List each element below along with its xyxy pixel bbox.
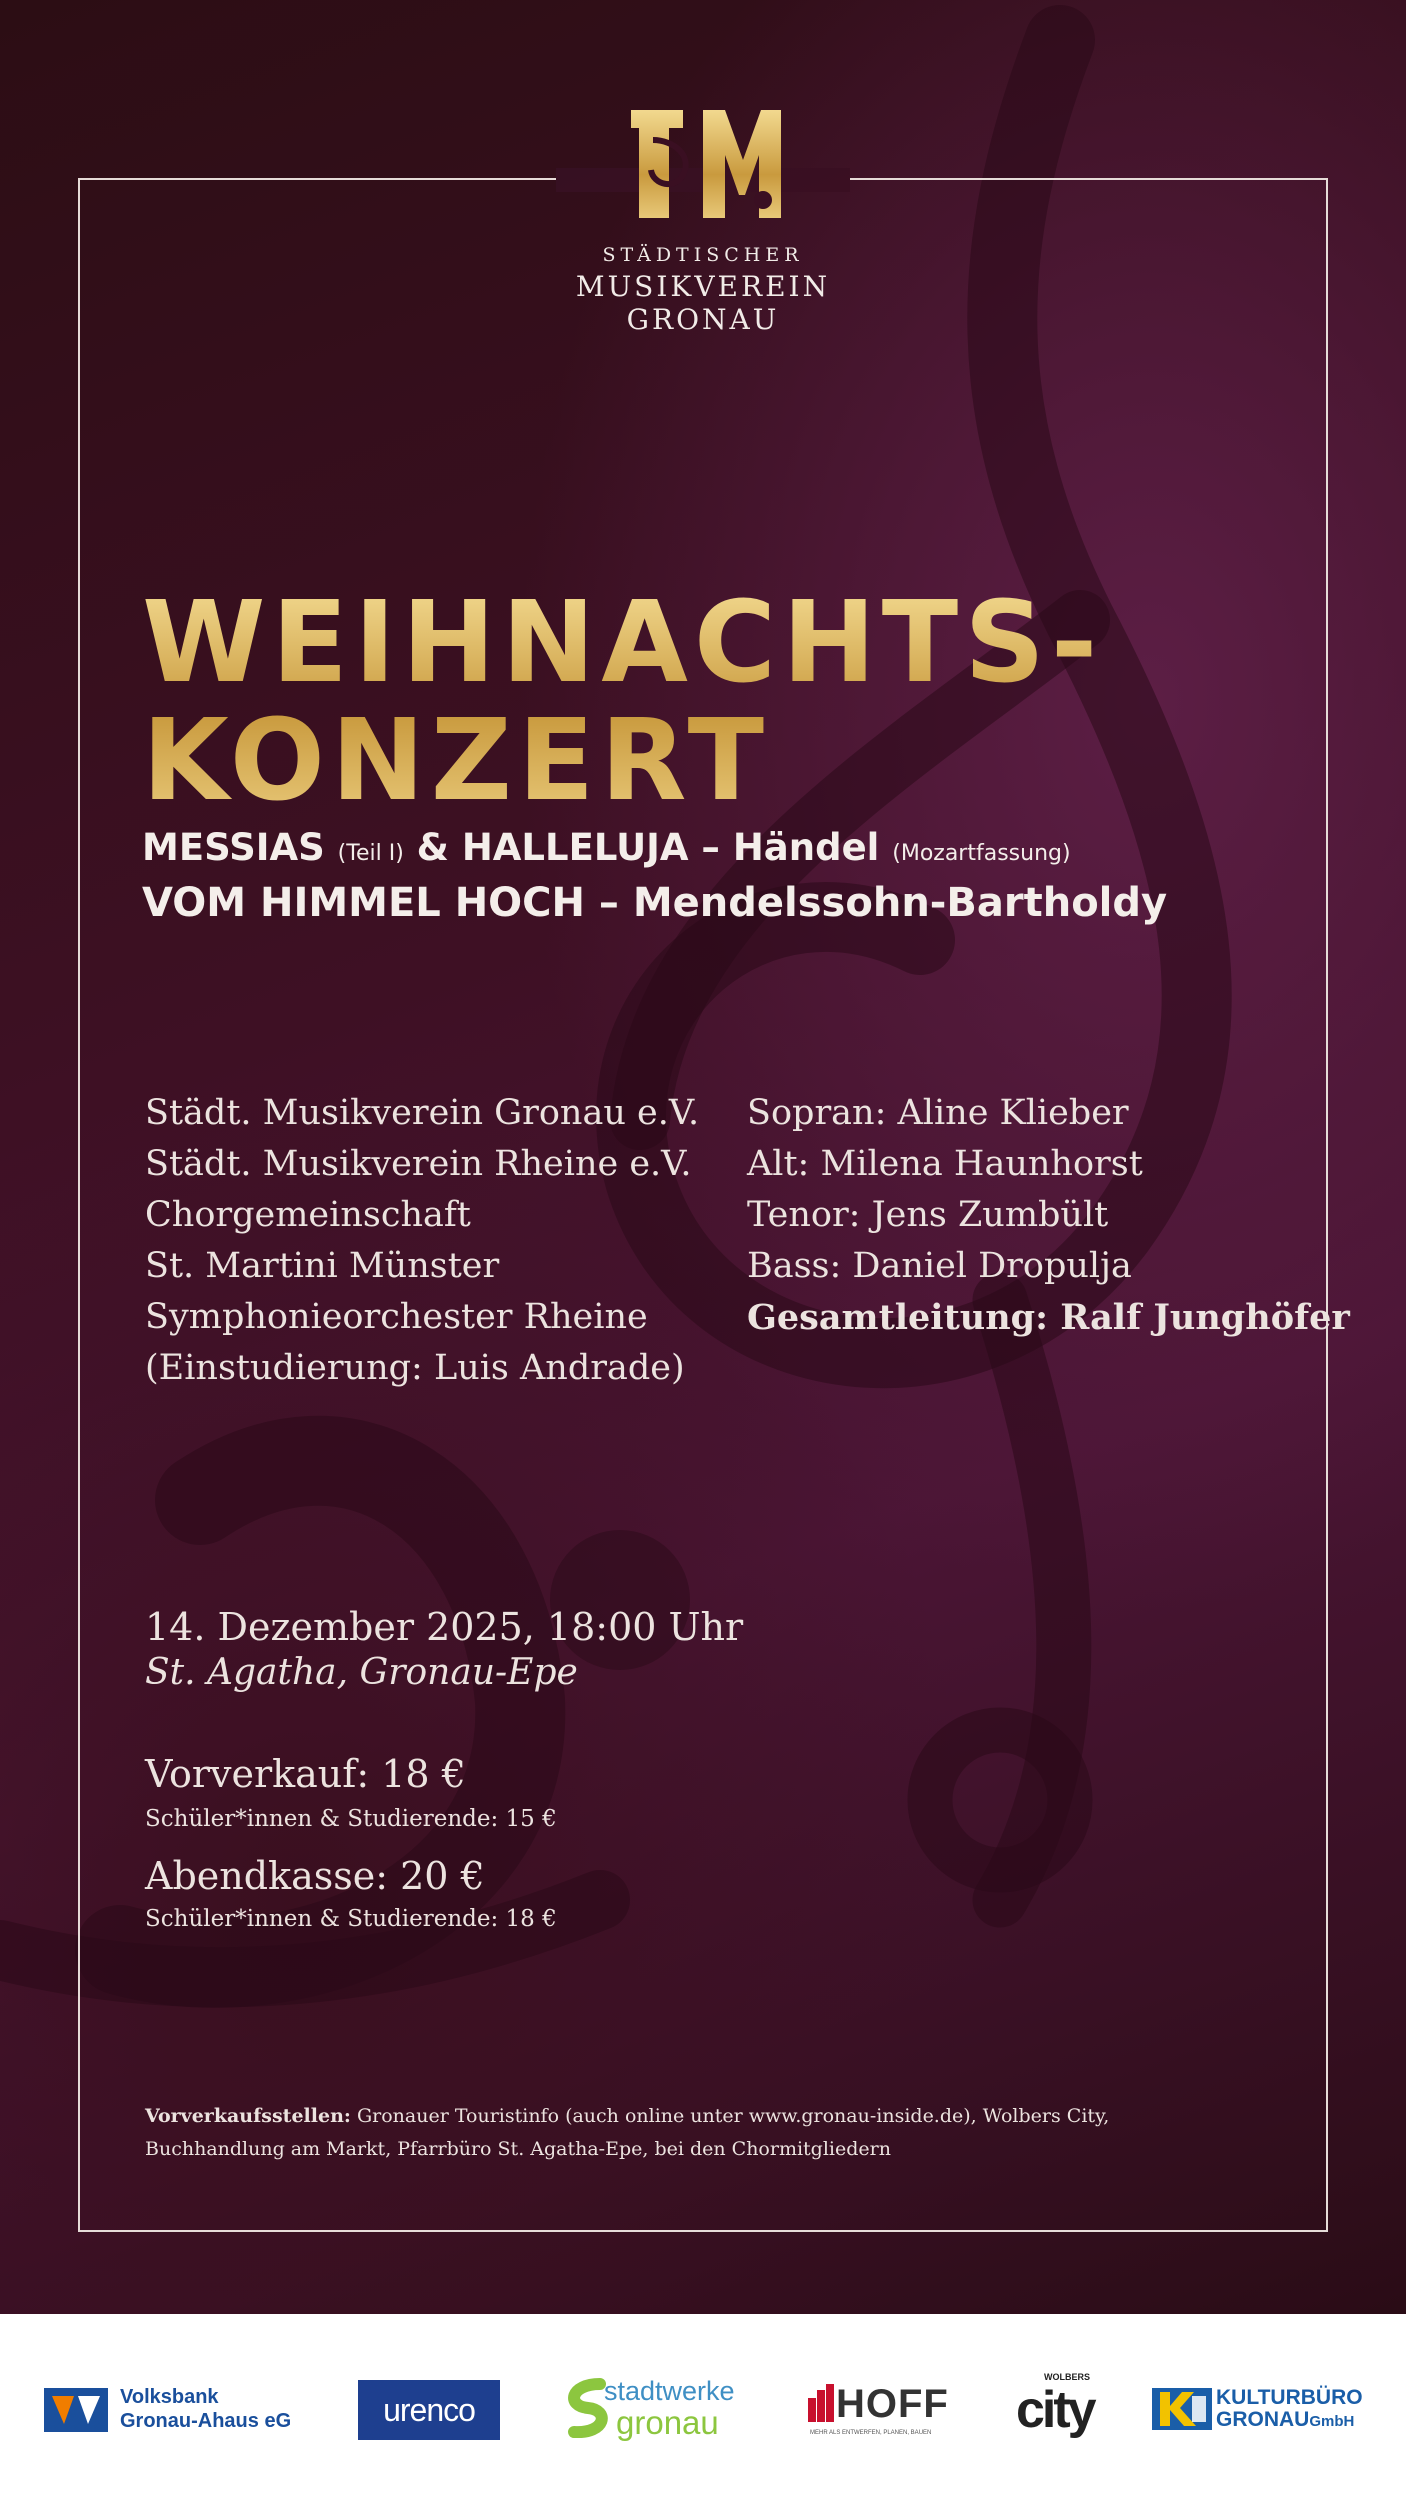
program-teil: (Teil I) xyxy=(337,841,404,866)
kulturbuero-logo-icon xyxy=(1152,2388,1212,2430)
city-name: city xyxy=(1016,2381,1094,2439)
stadtwerke-name-1: stadtwerke xyxy=(604,2376,735,2406)
presale-price: Vorverkauf: 18 € xyxy=(145,1752,466,1796)
ensemble-item: (Einstudierung: Luis Andrade) xyxy=(145,1348,685,1388)
program-mozartfassung: (Mozartfassung) xyxy=(892,841,1071,866)
program-line-1 xyxy=(142,826,1071,869)
sponsor-volksbank xyxy=(44,2386,304,2436)
ensemble-item: Städt. Musikverein Rheine e.V. xyxy=(145,1144,692,1184)
sponsor-stadtwerke xyxy=(560,2376,760,2442)
ensemble-item: Städt. Musikverein Gronau e.V. xyxy=(145,1093,700,1133)
sponsor-urenco xyxy=(358,2380,500,2440)
boxoffice-price: Abendkasse: 20 € xyxy=(145,1854,485,1898)
musikverein-logo xyxy=(553,100,853,336)
ensemble-item: Symphonieorchester Rheine xyxy=(145,1297,648,1337)
event-date: 14. Dezember 2025, 18:00 Uhr xyxy=(145,1605,744,1649)
sponsor-hoff xyxy=(808,2382,968,2446)
hoff-name: HOFF xyxy=(836,2382,949,2426)
title-line-1: WEIHNACHTS- xyxy=(142,578,1104,708)
ensemble-item: Chorgemeinschaft xyxy=(145,1195,471,1235)
soloists-list xyxy=(747,1088,1350,1343)
program-messias: MESSIAS xyxy=(142,826,325,869)
soloist-item: Sopran: Aline Klieber xyxy=(747,1093,1129,1133)
conductor: Gesamtleitung: Ralf Junghöfer xyxy=(747,1297,1350,1338)
soloist-item: Bass: Daniel Dropulja xyxy=(747,1246,1132,1286)
sponsor-kulturbuero xyxy=(1152,2386,1392,2436)
title-line-2: KONZERT xyxy=(142,696,771,826)
boxoffice-reduced-price: Schüler*innen & Studierende: 18 € xyxy=(145,1906,557,1932)
stadtwerke-name-2: gronau xyxy=(616,2404,719,2441)
sponsor-wolbers-city xyxy=(1016,2372,1096,2446)
sponsor-bar xyxy=(0,2314,1406,2500)
logo-text-staedtischer: STÄDTISCHER xyxy=(602,244,804,266)
presale-locations-text-1: Gronauer Touristinfo (auch online unter www.gronau-inside.de), Wolbers City, xyxy=(356,2105,1110,2127)
logo-text-musikverein: MUSIKVEREIN xyxy=(575,270,831,303)
event-venue: St. Agatha, Gronau-Epe xyxy=(145,1652,578,1693)
soloist-item: Tenor: Jens Zumbült xyxy=(747,1195,1109,1235)
hoff-tagline: MEHR ALS ENTWERFEN, PLANEN, BAUEN xyxy=(810,2430,932,2436)
volksbank-location: Gronau-Ahaus eG xyxy=(120,2410,292,2432)
urenco-name: urenco xyxy=(383,2392,475,2428)
kulturbuero-name: KULTURBÜRO xyxy=(1216,2386,1363,2409)
presale-locations-label: Vorverkaufsstellen: xyxy=(145,2105,351,2127)
presale-reduced-price: Schüler*innen & Studierende: 15 € xyxy=(145,1806,557,1832)
hoff-logo-icon xyxy=(808,2384,834,2422)
program-line-2: VOM HIMMEL HOCH – Mendelssohn-Bartholdy xyxy=(142,880,1168,926)
ensembles-list xyxy=(145,1088,699,1394)
ensemble-item: St. Martini Münster xyxy=(145,1246,500,1286)
concert-title xyxy=(142,578,1104,826)
presale-locations xyxy=(145,2100,1245,2166)
volksbank-name: Volksbank xyxy=(120,2386,219,2408)
kulturbuero-city: GRONAU xyxy=(1216,2408,1310,2431)
wolbers-label: WOLBERS xyxy=(1044,2372,1090,2382)
kulturbuero-gmbh: GmbH xyxy=(1309,2413,1355,2430)
soloist-item: Alt: Milena Haunhorst xyxy=(747,1144,1143,1184)
presale-locations-text-2: Buchhandlung am Markt, Pfarrbüro St. Agatha-Epe, bei den Chormitgliedern xyxy=(145,2138,891,2160)
program-halleluja: & HALLELUJA – Händel xyxy=(416,826,880,869)
kulturbuero-location xyxy=(1216,2408,1354,2432)
logo-text-gronau: GRONAU xyxy=(626,303,780,336)
musikverein-monogram-icon xyxy=(613,100,793,230)
volksbank-logo-icon xyxy=(44,2388,108,2432)
